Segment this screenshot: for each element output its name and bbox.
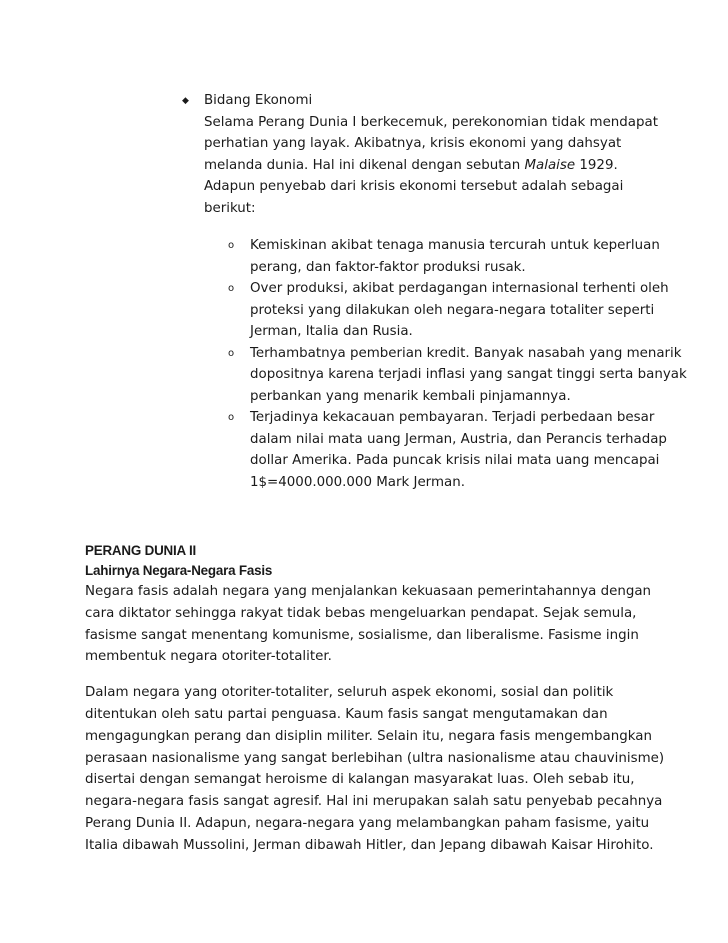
text-line: perasaan nasionalisme yang sangat berlebihan (ultra nasionalisme atau chauvinisme) — [85, 750, 665, 766]
text-line: perbankan yang menarik kembali pinjamannya. — [250, 388, 571, 404]
text-line: 1$=4000.000.000 Mark Jerman. — [250, 474, 465, 490]
text-line: cara diktator sehingga rakyat tidak bebas mengeluarkan pendapat. Sejak semula, — [85, 605, 637, 621]
diamond-bullet-icon: ◆ — [182, 96, 189, 106]
ww2-section — [85, 541, 705, 857]
text-line: perhatian yang layak. Akibatnya, krisis ekonomi yang dahsyat — [204, 136, 622, 151]
text-line: Italia dibawah Mussolini, Jerman dibawah Hitler, dan Jepang dibawah Kaisar Hirohito. — [85, 837, 654, 853]
text-line: Negara fasis adalah negara yang menjalankan kekuasaan pemerintahannya dengan — [85, 584, 652, 599]
text-line: disertai dengan semangat heroisme di kalangan masyarakat luas. Oleh sebab itu, — [85, 772, 635, 788]
text-line: proteksi yang dilakukan oleh negara-negara totaliter seperti — [250, 302, 655, 318]
text-line: perang, dan faktor-faktor produksi rusak. — [250, 259, 526, 275]
text-line: Jerman, Italia dan Rusia. — [250, 324, 413, 339]
circle-bullet-icon: o — [228, 347, 235, 359]
cause-list — [228, 235, 687, 493]
malaise-term: Malaise — [524, 157, 576, 173]
economy-section — [182, 90, 687, 493]
text-line: Over produksi, akibat perdagangan internasional terhenti oleh — [250, 281, 669, 296]
text-line: Selama Perang Dunia I berkecemuk, perekonomian tidak mendapat — [204, 114, 658, 130]
text-line: dalam nilai mata uang Jerman, Austria, dan Perancis terhadap — [250, 431, 667, 447]
list-item — [228, 278, 687, 343]
text-line: mengagungkan perang dan disiplin militer. Selain itu, negara fasis mengembangkan — [85, 728, 652, 744]
bullet-item — [182, 90, 687, 493]
circle-bullet-icon: o — [228, 412, 235, 423]
text-line: dopositnya karena terjadi inflasi yang sangat tinggi serta banyak — [250, 367, 687, 382]
text-line: fasisme sangat menentang komunisme, sosialisme, dan liberalisme. Fasisme ingin — [85, 627, 639, 643]
text-line: Kemiskinan akibat tenaga manusia tercurah untuk keperluan — [250, 238, 660, 253]
paragraph — [85, 581, 705, 668]
list-item — [228, 235, 687, 278]
section-heading: Bidang Ekonomi — [204, 93, 313, 108]
text-line: ditentukan oleh satu partai penguasa. Kaum fasis sangat mengutamakan dan — [85, 706, 608, 722]
section-subtitle: Lahirnya Negara-Negara Fasis — [85, 563, 273, 578]
text-line: Dalam negara yang otoriter-totaliter, seluruh aspek ekonomi, sosial dan politik — [85, 685, 614, 701]
text-line: membentuk negara otoriter-totaliter. — [85, 649, 332, 665]
list-item — [228, 407, 687, 493]
circle-bullet-icon: o — [228, 240, 235, 251]
text-line: Adapun penyebab dari krisis ekonomi tersebut adalah sebagai — [204, 179, 624, 194]
paragraph — [85, 682, 705, 856]
section-title: PERANG DUNIA II — [85, 543, 197, 558]
list-item — [228, 343, 687, 408]
text-line: Terhambatnya pemberian kredit. Banyak nasabah yang menarik — [250, 345, 682, 361]
circle-bullet-icon: o — [228, 283, 235, 294]
text-line: melanda dunia. Hal ini dikenal dengan sebutan Malaise 1929. — [204, 157, 618, 173]
text-line: Perang Dunia II. Adapun, negara-negara yang melambangkan paham fasisme, yaitu — [85, 815, 650, 831]
bullet-content — [204, 90, 687, 493]
text-line: dollar Amerika. Pada puncak krisis nilai mata uang mencapai — [250, 453, 660, 468]
text-line: berikut: — [204, 200, 256, 216]
text-line: negara-negara fasis sangat agresif. Hal ini merupakan salah satu penyebab pecahnya — [85, 794, 663, 810]
text-line: Terjadinya kekacauan pembayaran. Terjadi perbedaan besar — [250, 410, 655, 425]
